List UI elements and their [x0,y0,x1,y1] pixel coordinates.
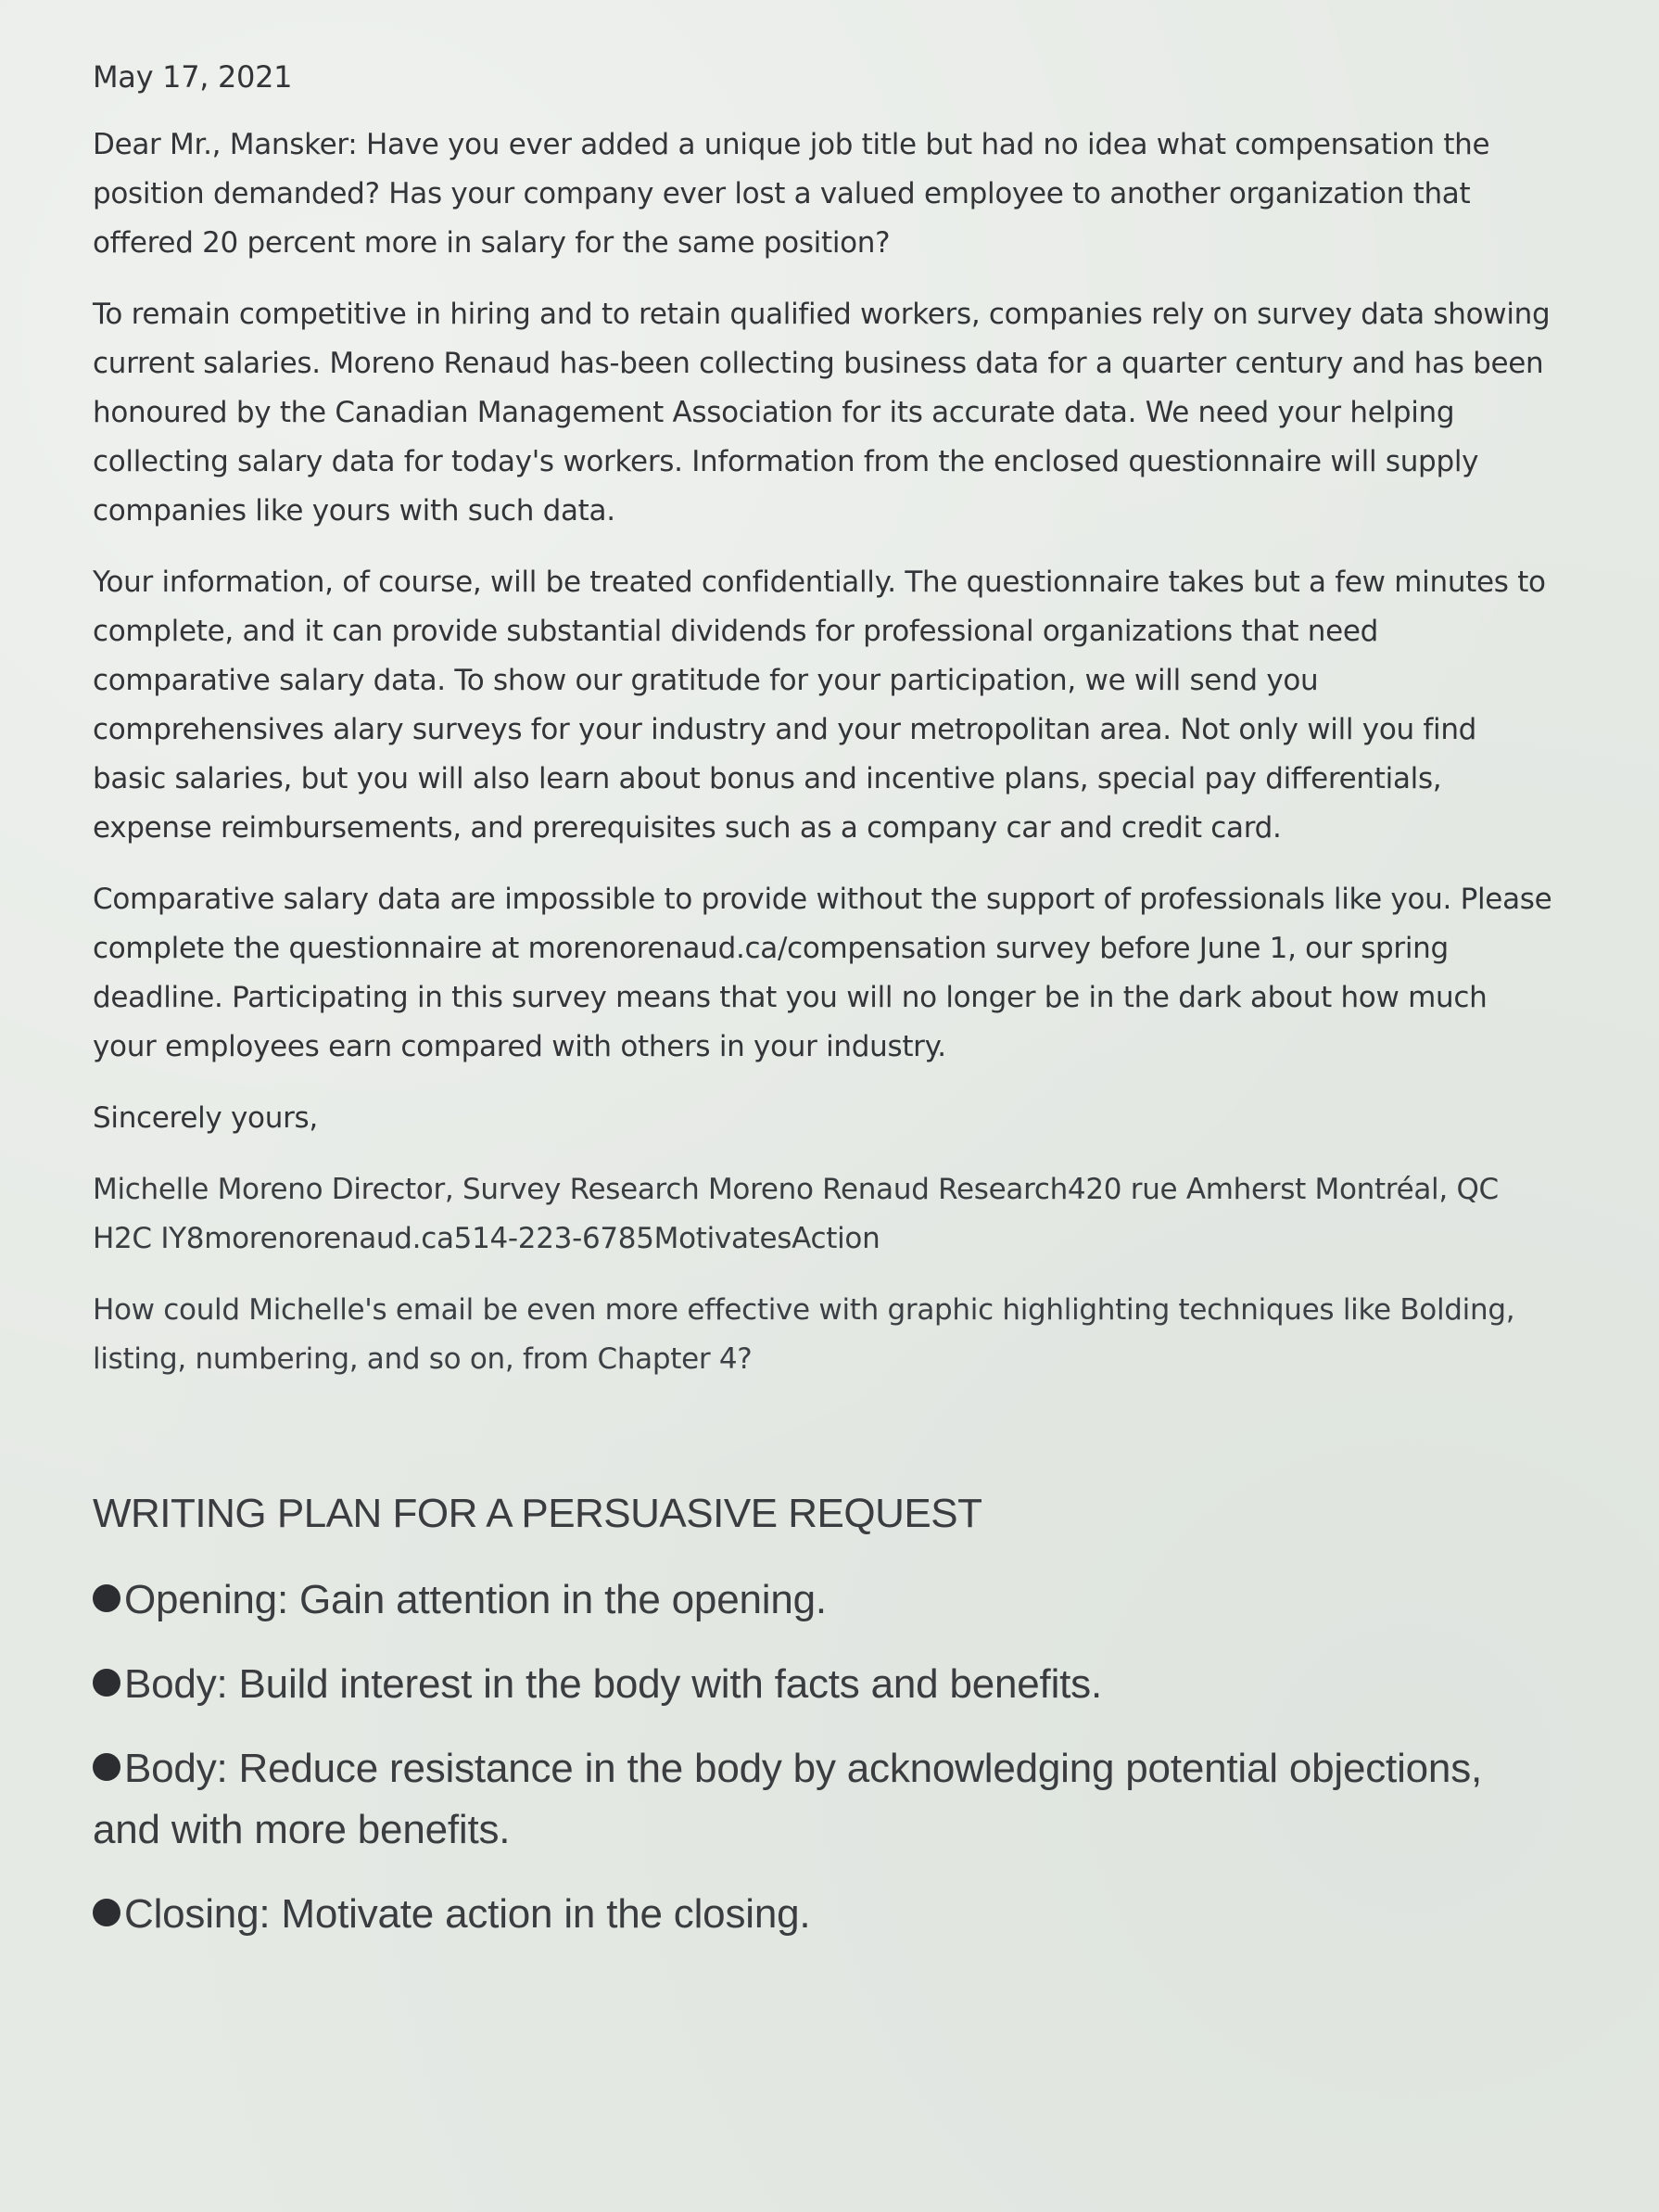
discussion-question: How could Michelle's email be even more effective with graphic highlighting techniques like Bolding, listing, numbering, and so on, from Chapter 4? [93,1293,1515,1376]
bullet-icon [93,1584,120,1612]
list-item-text: Closing: Motivate action in the closing. [124,1891,811,1937]
list-item-text: Body: Build interest in the body with facts and benefits. [124,1661,1102,1707]
letter-date: May 17, 2021 [93,59,293,95]
list-item-text: Opening: Gain attention in the opening. [124,1577,827,1622]
writing-plan-title: WRITING PLAN FOR A PERSUASIVE REQUEST [93,1491,982,1536]
list-item [93,1738,1557,1861]
letter-signature-block: Michelle Moreno Director, Survey Research Moreno Renaud Research420 rue Amherst Montréal, QC H2C IY8morenorenaud.ca514-223-6785MotivatesAction [93,1173,1499,1255]
list-item-text: Body: Reduce resistance in the body by acknowledging potential objections, and with more benefits. [93,1746,1483,1852]
letter-paragraph-opening: Dear Mr., Mansker: Have you ever added a unique job title but had no idea what compensation the position demanded? Has your company ever lost a valued employee to another organization that offered 20 percent more in salary for the same position? [93,128,1490,260]
letter [93,54,1557,1384]
writing-plan-list [93,1570,1557,1945]
list-item [93,1884,1557,1945]
letter-sign-off: Sincerely yours, [93,1101,318,1135]
bullet-icon [93,1899,120,1926]
letter-paragraph-closing: Comparative salary data are impossible to provide without the support of professionals like you. Please complete the questionnaire at morenorenaud.ca/compensation survey before June 1, our spring deadline. Participating in this survey means that you will no longer be in the dark about how much your employees earn compared with others in your industry. [93,883,1552,1063]
bullet-icon [93,1753,120,1781]
letter-paragraph-background: To remain competitive in hiring and to retain qualified workers, companies rely on survey data showing current salaries. Moreno Renaud has-been collecting business data for a quarter century and has been honoured by the Canadian Management Association for its accurate data. We need your helping collecting salary data for today's workers. Information from the enclosed questionnaire will supply companies like yours with such data. [93,298,1551,528]
list-item [93,1654,1557,1715]
bullet-icon [93,1669,120,1697]
list-item [93,1570,1557,1631]
writing-plan [93,1486,1557,1945]
letter-paragraph-benefits: Your information, of course, will be treated confidentially. The questionnaire takes but a few minutes to complete, and it can provide substantial dividends for professional organizations that need comparative salary data. To show our gratitude for your participation, we will send you comprehensives alary surveys for your industry and your metropolitan area. Not only will you find basic salaries, but you will also learn about bonus and incentive plans, special pay differentials, expense reimbursements, and prerequisites such as a company car and credit card. [93,566,1546,845]
